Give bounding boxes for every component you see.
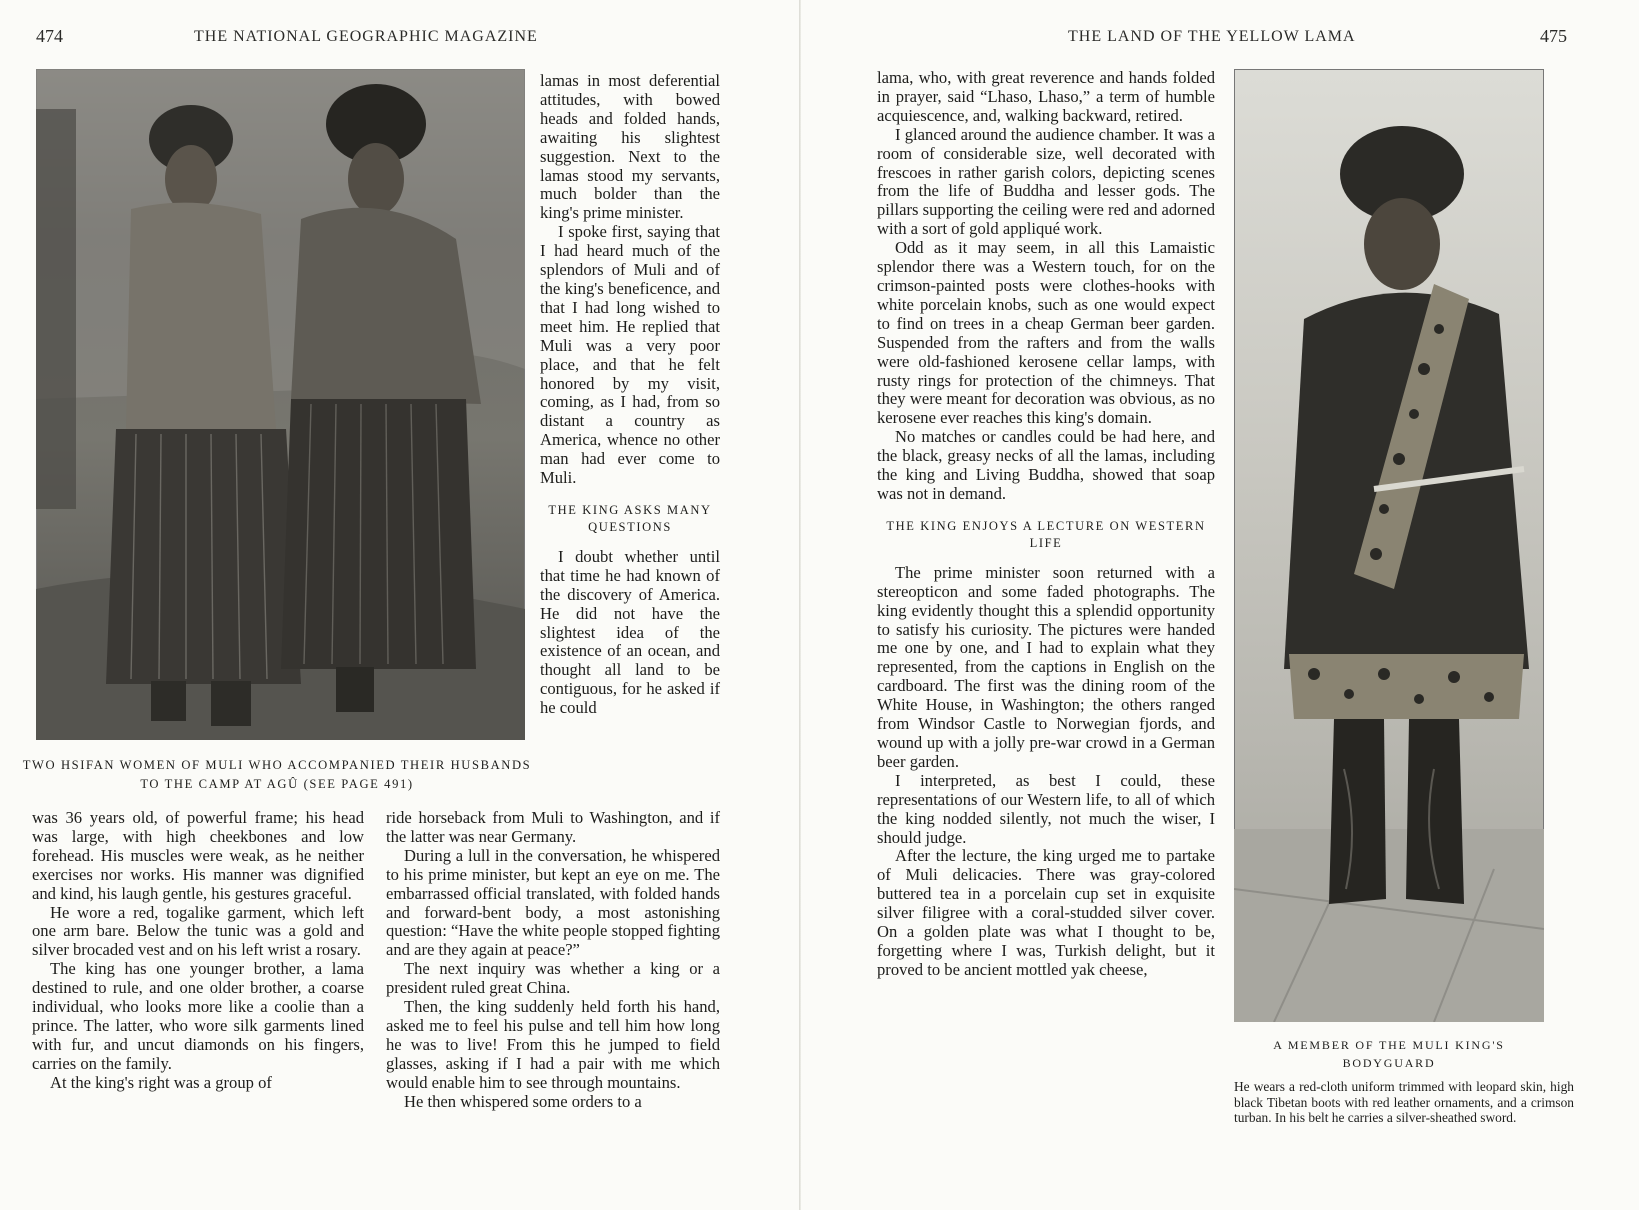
photo-caption-women: TWO HSIFAN WOMEN OF MULI WHO ACCOMPANIED THEIR HUSBANDS TO THE CAMP AT AGÛ (SEE PAGE 491) [22, 758, 532, 791]
right-page-number: 475 [1540, 26, 1567, 46]
paragraph: At the king's right was a group of [50, 1072, 272, 1092]
photo-caption-title-bodyguard: A MEMBER OF THE MULI KING'S BODYGUARD [1273, 1038, 1505, 1070]
paragraph: I doubt whether until that time he had known of the discovery of America. He did not have the slightest idea of the existence of an ocean, and thought all land to be contiguous, for he asked if he could [540, 546, 720, 718]
section-subhead-lecture: THE KING ENJOYS A LECTURE ON WESTERN LIFE [886, 518, 1206, 550]
right-main-column [877, 69, 1215, 980]
photo-bodyguard [1234, 69, 1544, 1022]
paragraph: The prime minister soon returned with a stereopticon and some faded photographs. The king evidently thought this a splendid opportunity to satisfy his curiosity. The pictures were handed me one by one, and I had to explain what they represented, from the captions in English on the cardboard. The first was the dining room of the White House, in Washington; the others ranged from Windsor Castle to Norwegian fjords, and wound up with a jolly pre-war crowd in a German beer garden. [877, 562, 1215, 771]
section-subhead-king-asks: THE KING ASKS MANY QUESTIONS [548, 502, 712, 534]
paragraph: I interpreted, as best I could, these representations of our Western life, to all of which the king nodded silently, not much the wiser, I should judge. [877, 770, 1215, 847]
paragraph: ride horseback from Muli to Washington, and if the latter was near Germany. [386, 808, 720, 846]
paragraph: The next inquiry was whether a king or a president ruled great China. [386, 959, 720, 998]
paragraph: was 36 years old, of powerful frame; his head was large, with high cheekbones and low forehead. His muscles were weak, as he neither exercises nor works. His manner was dignified and kind, his laugh gentle, his gestures graceful. [32, 808, 364, 903]
paragraph: No matches or candles could be had here, and the black, greasy necks of all the lamas, including the king and Living Buddha, showed that soap was not in demand. [877, 427, 1215, 503]
paragraph: I glanced around the audience chamber. It was a room of considerable size, well decorated with frescoes in rather garish colors, depicting scenes from the life of Buddha and lesser gods. The pillars supporting the ceiling were red and adorned with a sort of gold appliqué work. [877, 124, 1215, 239]
paragraph: Odd as it may seem, in all this Lamaistic splendor there was a Western touch, for on the crimson-painted posts were clothes-hooks with white porcelain knobs, such as one would expect to find on trees in a cheap German beer garden. Suspended from the rafters and from the walls were old-fashioned kerosene cellar lamps, with rusty rings for protection of the chimneys. That they were meant for decoration was obvious, as no kerosene ever reaches this king's domain. [877, 238, 1215, 428]
left-page-number: 474 [36, 26, 63, 46]
paragraph: lama, who, with great reverence and hands folded in prayer, said “Lhaso, Lhaso,” a term of humble acquiescence, and, walking backward, retired. [877, 68, 1215, 125]
paragraph: During a lull in the conversation, he whispered to his prime minister, but kept an eye on me. The embarrassed official translated, with folded hands and forward-bent body, a most astonishing question: “Have the white people stopped fighting and are they again at peace?” [386, 845, 720, 960]
paragraph: Then, the king suddenly held forth his hand, asked me to feel his pulse and tell him how long he was to live! From this he jumped to field glasses, asking if I had a pair with me which would enable him to see through mountains. [386, 997, 720, 1092]
paragraph: I spoke first, saying that I had heard much of the splendors of Muli and of the king's beneficence, and that I had long wished to meet him. He replied that Muli was a very poor place, and that he felt honored by my visit, coming, as I had, from so distant a country as America, whence no other man had ever come to Muli. [540, 222, 720, 488]
paragraph: He then whispered some orders to a [404, 1091, 642, 1111]
photo-two-hsifan-women [36, 69, 525, 740]
left-bottom-column-1 [32, 809, 364, 1093]
photo-caption-body-bodyguard: He wears a red-cloth uniform trimmed with leopard skin, high black Tibetan boots with red leather ornaments, and a crimson turban. In his belt he carries a silver-sheathed sword. [1234, 1079, 1574, 1126]
paragraph: lamas in most deferential attitudes, with bowed heads and folded hands, awaiting his slightest suggestion. Next to the lamas stood my servants, much bolder than the king's prime minister. [540, 71, 720, 223]
left-page [0, 0, 800, 1210]
left-bottom-column-2 [386, 809, 720, 1112]
paragraph: The king has one younger brother, a lama destined to rule, and one older brother, a coarse individual, who looks more like a coolie than a prince. The latter, who wore silk garments lined with fur, and uncut diamonds on his fingers, carries on the family. [32, 959, 364, 1073]
paragraph: He wore a red, togalike garment, which left one arm bare. Below the tunic was a gold and silver brocaded vest and on his left wrist a rosary. [32, 902, 364, 960]
paragraph: After the lecture, the king urged me to partake of Muli delicacies. There was gray-colored buttered tea in a porcelain cup set in exquisite silver filigree with a coral-studded silver cover. On a golden plate was what I thought to be, forgetting where I was, Turkish delight, but it proved to be ancient mottled yak cheese, [877, 846, 1215, 979]
right-page [800, 0, 1639, 1210]
left-right-column [540, 72, 720, 718]
left-running-head: THE NATIONAL GEOGRAPHIC MAGAZINE [194, 28, 538, 45]
right-running-head: THE LAND OF THE YELLOW LAMA [1068, 28, 1356, 45]
